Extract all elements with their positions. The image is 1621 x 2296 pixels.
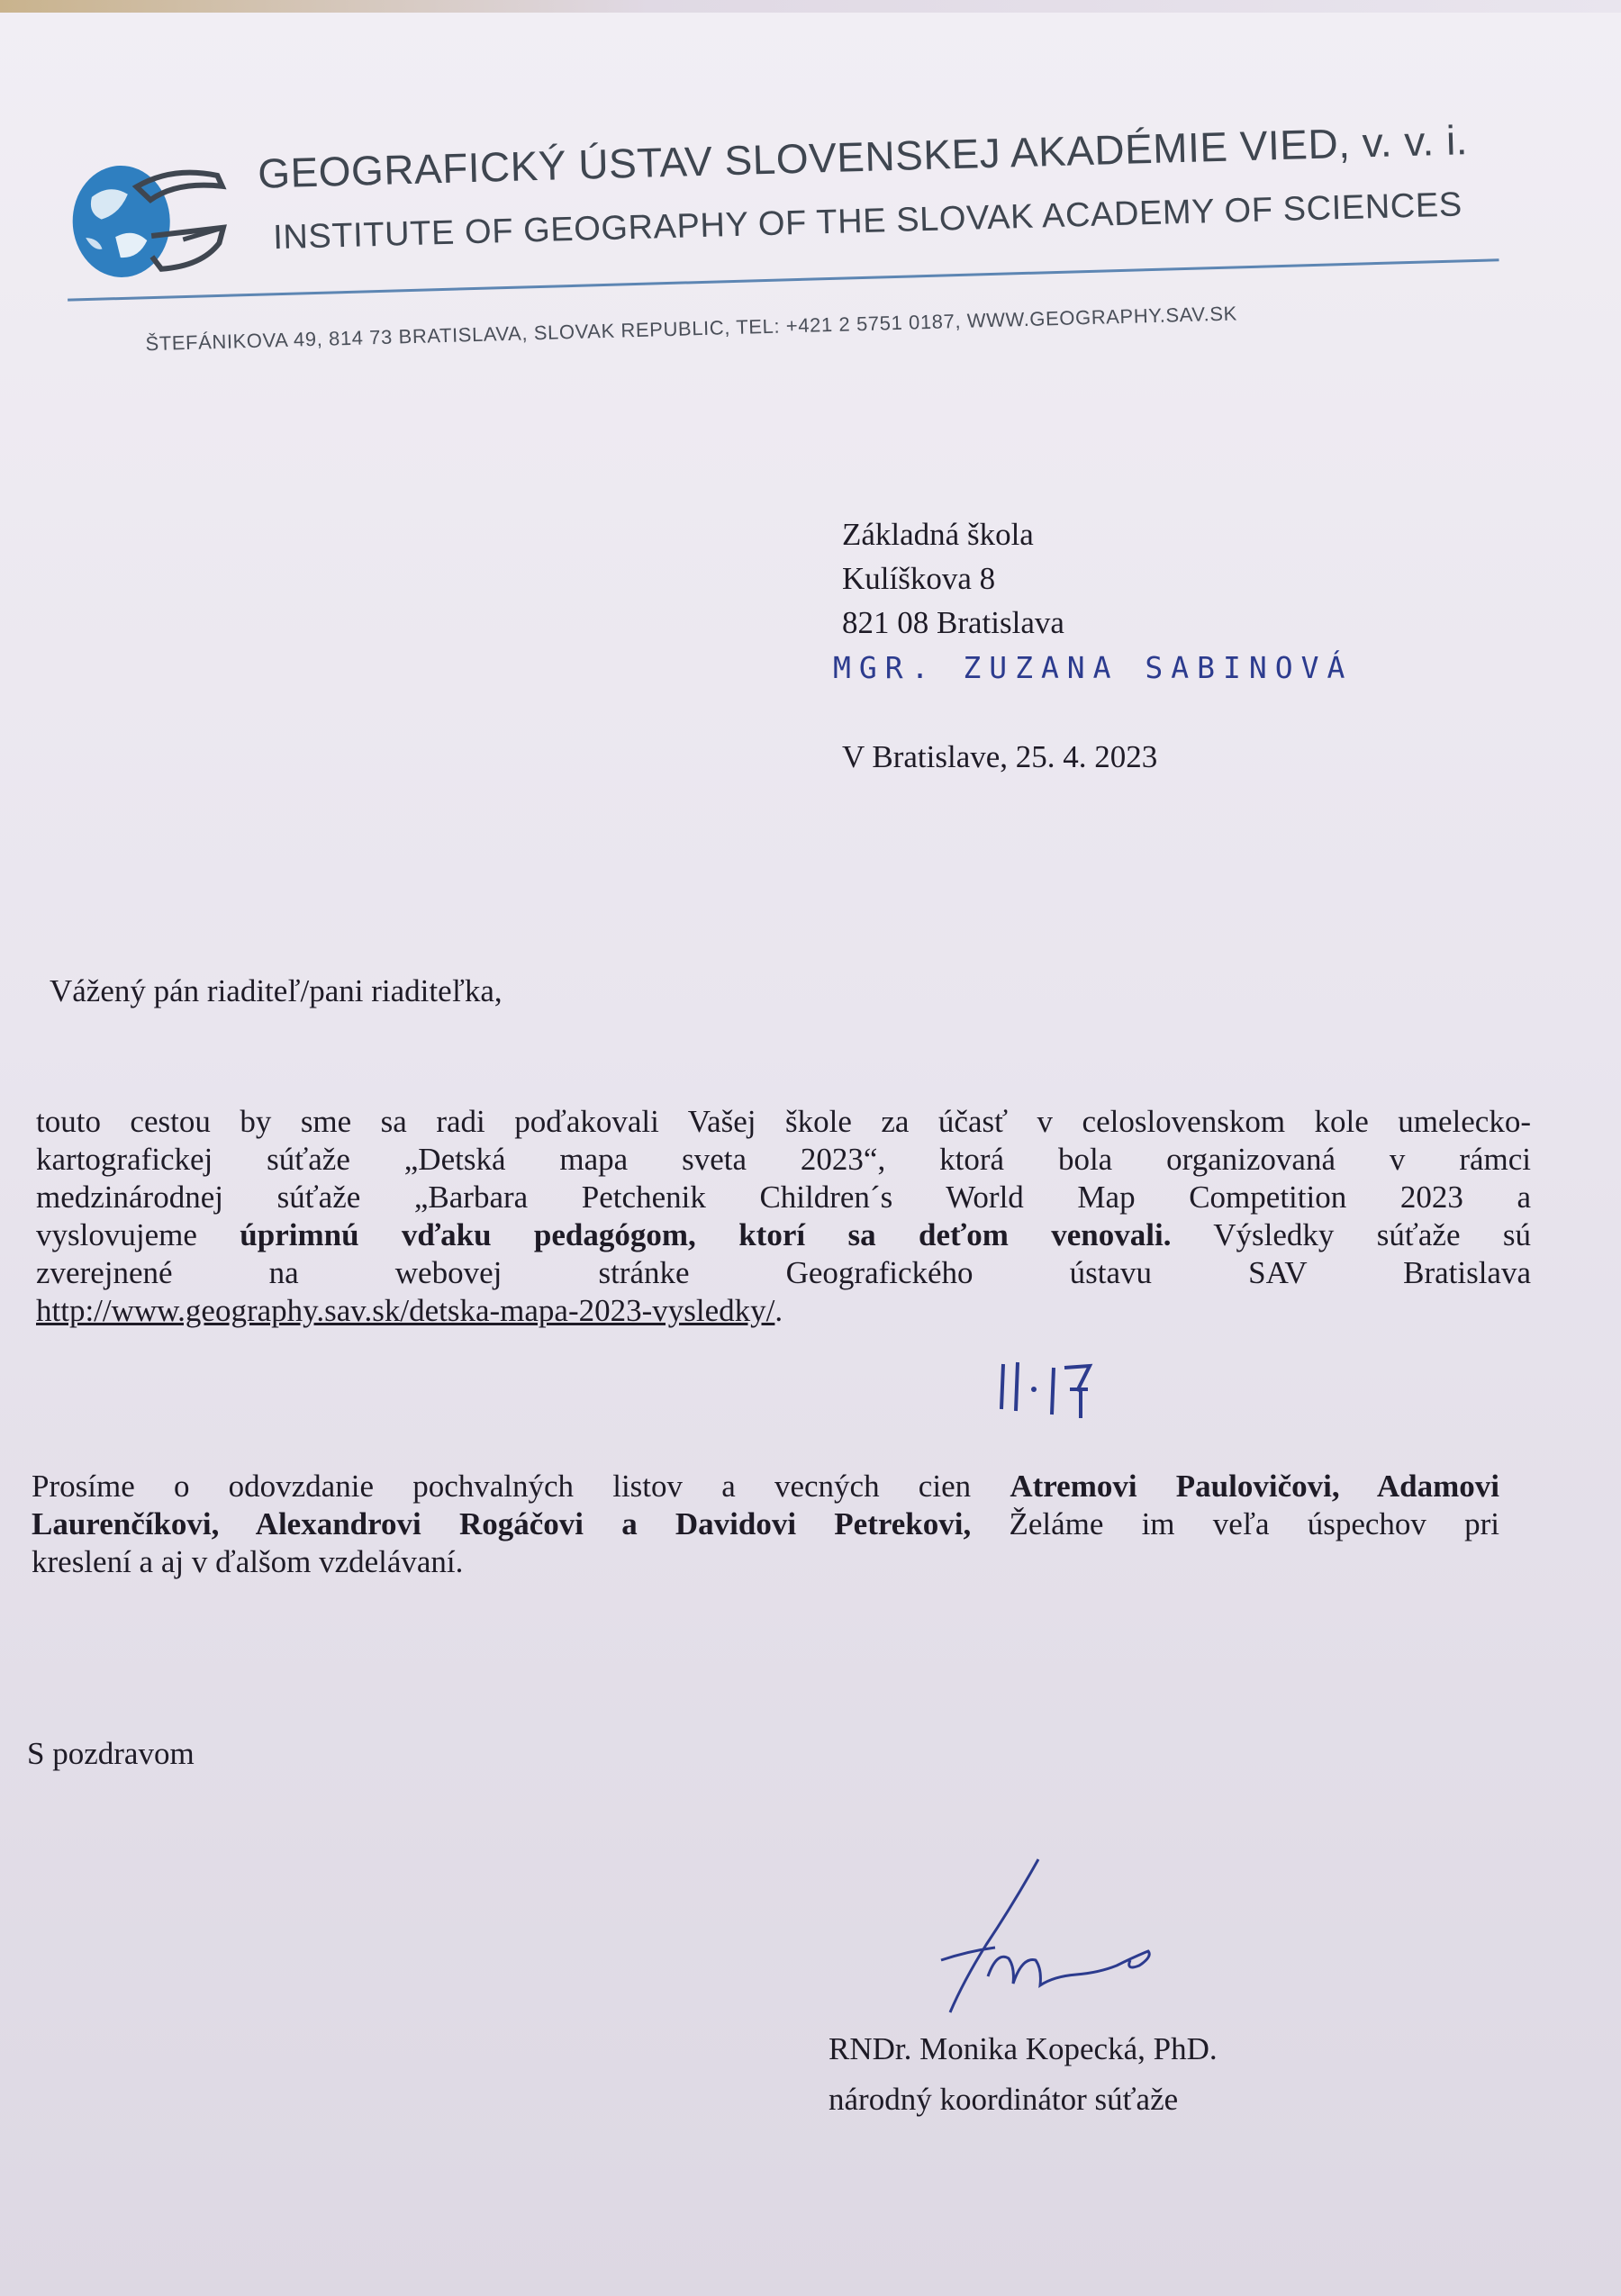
signatory-role: národný koordinátor súťaže: [829, 2082, 1179, 2117]
p1-line-2: kartografickej súťaže „Detská mapa sveta 2023“, ktorá bola organizovaná v rámci: [36, 1142, 1531, 1177]
institute-name-english: INSTITUTE OF GEOGRAPHY OF THE SLOVAK ACADEMY OF SCIENCES: [272, 185, 1463, 258]
letterhead-divider: [68, 258, 1499, 301]
institute-address: ŠTEFÁNIKOVA 49, 814 73 BRATISLAVA, SLOVAK REPUBLIC, TEL: +421 2 5751 0187, WWW.GEOGRAPHY.SAV.SK: [145, 302, 1238, 356]
p2-line-2: Laurenčíkovi, Alexandrovi Rogáčovi a Davidovi Petrekovi, Želáme im veľa úspechov pri: [32, 1506, 1499, 1541]
p2-line-3: kreslení a aj v ďalšom vzdelávaní.: [32, 1544, 464, 1579]
handwritten-recipient: MGR. ZUZANA SABINOVÁ: [833, 650, 1354, 685]
paper-edge: [0, 0, 1621, 13]
institute-name-slovak: GEOGRAFICKÝ ÚSTAV SLOVENSKEJ AKADÉMIE VIED, v. v. i.: [257, 116, 1469, 197]
p1-line-6: http://www.geography.sav.sk/detska-mapa-2023-vysledky/.: [36, 1293, 783, 1328]
p1-line-1: touto cestou by sme sa radi poďakovali Vašej škole za účasť v celoslovenskom kole umelecko-: [36, 1104, 1531, 1139]
signatory-name: RNDr. Monika Kopecká, PhD.: [829, 2031, 1218, 2066]
institute-logo-icon: [64, 148, 239, 287]
p2-line-1: Prosíme o odovzdanie pochvalných listov a vecných cien Atremovi Paulovičovi, Adamovi: [32, 1469, 1499, 1504]
thanks-emphasis: úprimnú vďaku pedagógom, ktorí sa deťom venovali.: [240, 1217, 1172, 1252]
award-names-1: Atremovi Paulovičovi, Adamovi: [1010, 1469, 1499, 1504]
closing: S pozdravom: [27, 1736, 195, 1771]
p1-line-4: vyslovujeme úprimnú vďaku pedagógom, ktorí sa deťom venovali. Výsledky súťaže sú: [36, 1217, 1531, 1252]
letter-date: V Bratislave, 25. 4. 2023: [842, 739, 1158, 774]
handwritten-note: [991, 1355, 1135, 1427]
recipient-line-2: Kulíškova 8: [842, 561, 996, 596]
recipient-line-3: 821 08 Bratislava: [842, 605, 1064, 640]
award-names-2: Laurenčíkovi, Alexandrovi Rogáčovi a Davidovi Petrekovi,: [32, 1506, 972, 1541]
letterhead: [54, 95, 1501, 369]
salutation: Vážený pán riaditeľ/pani riaditeľka,: [50, 973, 503, 1008]
body-paragraph-1: [36, 1103, 1531, 1330]
results-link[interactable]: http://www.geography.sav.sk/detska-mapa-2023-vysledky/: [36, 1293, 775, 1328]
p1-line-5: zverejnené na webovej stránke Geografického ústavu SAV Bratislava: [36, 1255, 1531, 1290]
signature: [878, 1850, 1238, 2030]
recipient-line-1: Základná škola: [842, 517, 1034, 552]
body-paragraph-2: [32, 1468, 1499, 1581]
p1-line-3: medzinárodnej súťaže „Barbara Petchenik Children´s World Map Competition 2023 a: [36, 1180, 1531, 1215]
